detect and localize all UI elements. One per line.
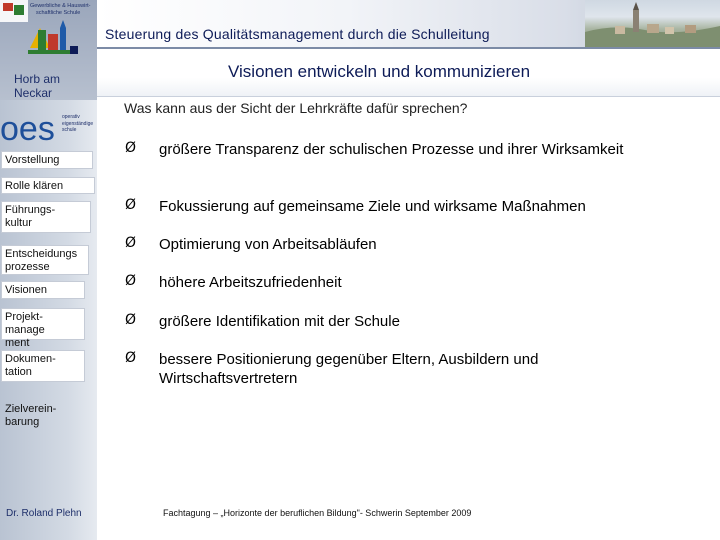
arrow-bullet-icon: Ø — [125, 235, 137, 251]
sidebar-item-label: Rolle klären — [5, 180, 64, 192]
slide-question: Was kann aus der Sicht der Lehrkräfte dafür sprechen? — [124, 100, 468, 116]
sidebar-item-zielvereinbarung[interactable] — [5, 403, 65, 429]
sidebar-item-label: Vorstellung — [5, 154, 60, 166]
bullet-text: Fokussierung auf gemeinsame Ziele und wirksame Maßnahmen — [159, 198, 586, 215]
author-name: Dr. Roland Plehn — [6, 508, 82, 519]
town-photo — [585, 0, 720, 48]
bullet-text: höhere Arbeitszufriedenheit — [159, 274, 342, 291]
sidebar-item-fuehrungskultur[interactable] — [1, 201, 91, 233]
sidebar-item-label: Dokumen-tation — [5, 353, 56, 378]
arrow-bullet-icon: Ø — [125, 140, 137, 156]
footer-note: Fachtagung – „Horizonte der beruflichen Bildung"- Schwerin September 2009 — [163, 508, 472, 518]
school-name-line-1: Gewerbliche & Hauswirt- — [30, 3, 91, 9]
town-photo-image — [585, 0, 720, 48]
bullet-text: größere Identifikation mit der Schule — [159, 313, 400, 330]
town-name: Horb am Neckar — [14, 72, 61, 100]
oes-logo-text — [62, 114, 93, 134]
sidebar-item-label: Visionen — [5, 284, 47, 296]
bullet-text: größere Transparenz der schulischen Prozesse und ihrer Wirksamkeit — [159, 141, 624, 158]
arrow-bullet-icon: Ø — [125, 273, 137, 289]
oes-line-3: schule — [62, 127, 77, 133]
svg-text:oes: oes — [0, 110, 55, 148]
sidebar-item-label: Entscheidungs prozesse — [5, 248, 78, 273]
arrow-bullet-icon: Ø — [125, 350, 137, 366]
bullet-text: Optimierung von Arbeitsabläufen — [159, 236, 377, 253]
sidebar-item-dokumentation[interactable] — [1, 350, 85, 382]
presentation-title: Steuerung des Qualitätsmanagement durch die Schulleitung — [105, 26, 490, 42]
sidebar-item-visionen[interactable] — [1, 281, 85, 299]
bullet-text: bessere Positionierung gegenüber Eltern, Ausbildern und Wirtschaftsvertretern — [159, 351, 539, 387]
section-divider — [97, 96, 720, 97]
arrow-bullet-icon: Ø — [125, 197, 137, 213]
sidebar-item-label: Zielverein-barung — [5, 403, 57, 428]
oes-line-1: operativ — [62, 114, 80, 120]
school-name-line-2: schaftliche Schule — [36, 10, 81, 16]
sidebar-item-vorstellung[interactable] — [1, 151, 93, 169]
school-logo — [0, 0, 97, 100]
sidebar-item-label: Führungs-kultur — [5, 204, 56, 229]
sidebar-item-label: Projekt-management — [5, 311, 45, 349]
sidebar-item-rolle-klaeren[interactable] — [1, 177, 95, 194]
arrow-bullet-icon: Ø — [125, 312, 137, 328]
sidebar-item-projektmanagement[interactable] — [1, 308, 85, 349]
oes-line-2: eigenständige — [62, 120, 94, 127]
section-title: Visionen entwickeln und kommunizieren — [228, 62, 531, 81]
oes-logo-icon — [0, 110, 60, 150]
sidebar-item-entscheidungsprozesse[interactable] — [1, 245, 89, 275]
